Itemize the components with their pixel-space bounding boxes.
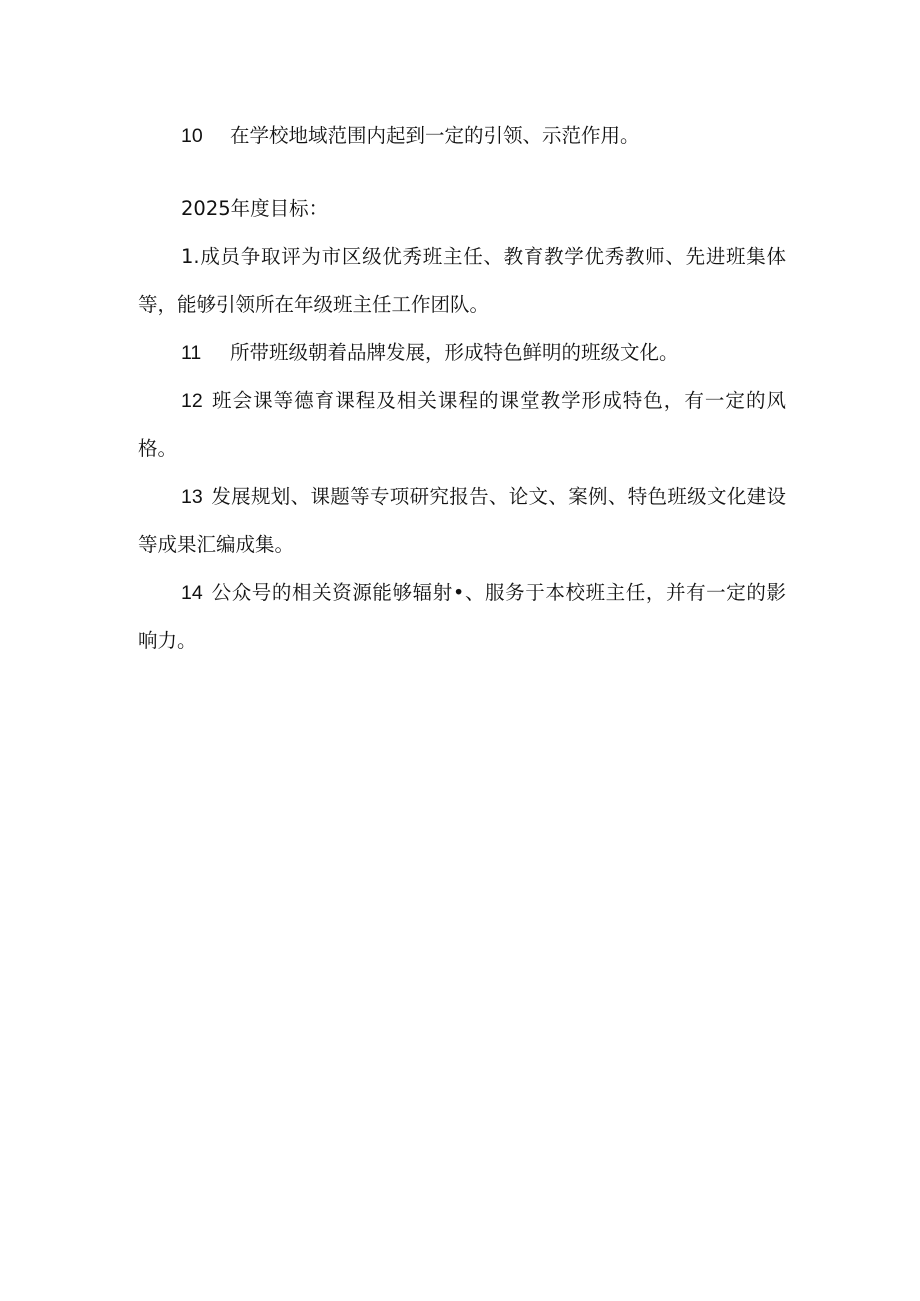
list-item bbox=[138, 329, 786, 377]
item-number: 12 bbox=[181, 390, 203, 412]
item-text: 发展规划、课题等专项研究报告、论文、案例、特色班级文化建设等成果汇编成集。 bbox=[138, 485, 786, 556]
item-number: 10 bbox=[181, 125, 203, 147]
item-text: 1.成员争取评为市区级优秀班主任、教育教学优秀教师、先进班集体等，能够引领所在年级班主任工作团队。 bbox=[138, 245, 786, 316]
item-text: 班会课等德育课程及相关课程的课堂教学形成特色，有一定的风格。 bbox=[138, 389, 786, 460]
heading-text: 2025年度目标： bbox=[181, 197, 329, 220]
item-text: 在学校地域范围内起到一定的引领、示范作用。 bbox=[230, 124, 640, 147]
document-body bbox=[138, 112, 786, 665]
list-item bbox=[138, 233, 786, 329]
item-number: 13 bbox=[181, 486, 203, 508]
item-text: 公众号的相关资源能够辐射•、服务于本校班主任，并有一定的影响力。 bbox=[138, 581, 786, 652]
item-number: 14 bbox=[181, 582, 203, 604]
list-item bbox=[138, 569, 786, 665]
item-text: 所带班级朝着品牌发展，形成特色鲜明的班级文化。 bbox=[230, 341, 679, 364]
list-item bbox=[138, 112, 786, 160]
section-heading bbox=[138, 185, 786, 233]
item-number: 11 bbox=[181, 342, 202, 364]
list-item bbox=[138, 473, 786, 569]
list-item bbox=[138, 377, 786, 473]
